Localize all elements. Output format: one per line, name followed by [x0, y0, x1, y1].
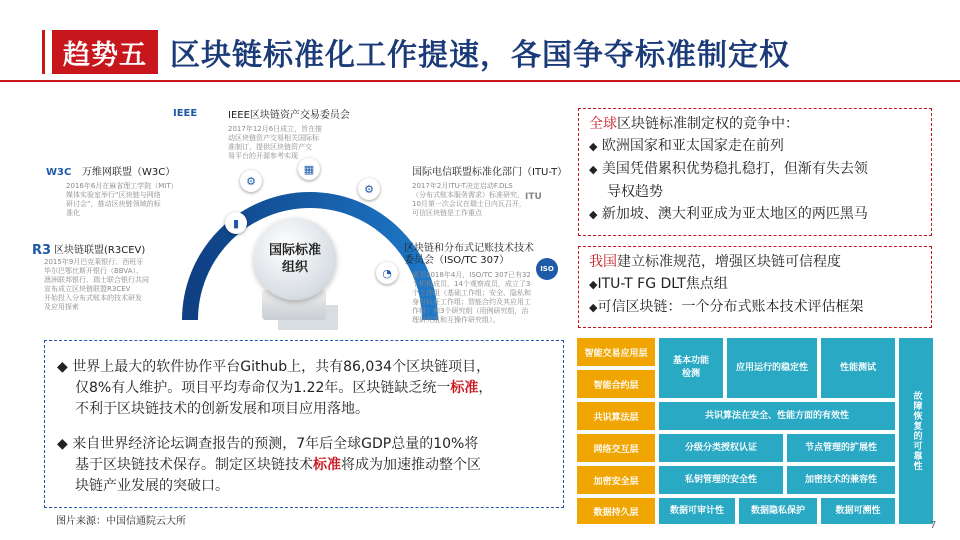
china-bullet: 可信区块链：一个分布式账本技术评估框架 [597, 299, 864, 315]
diamond-bullet-icon: ◆ [57, 359, 73, 375]
diamond-bullet-icon: ◆ [589, 278, 598, 291]
china-heading-red: 我国 [589, 254, 617, 270]
diamond-bullet-icon: ◆ [589, 208, 598, 221]
cell-key-security: 私钥管理的安全性 [659, 466, 783, 494]
global-heading [589, 113, 868, 135]
diamond-bullet-icon: ◆ [57, 436, 73, 452]
github-analysis-box [44, 340, 564, 508]
layer-label: 网络交互层 [577, 434, 655, 462]
w3c-org-name: 万维网联盟（W3C） [82, 167, 176, 178]
ieee-logo: IEEE [173, 108, 198, 119]
r3-org-name: 区块链联盟(R3CEV) [54, 245, 146, 256]
hub-label-line1: 国际标准 [268, 243, 321, 258]
title-divider [0, 80, 960, 82]
cell-consensus-validity: 共识算法在安全、性能方面的有效性 [659, 402, 895, 430]
itu-desc-line: 10月第一次会议在瑞士日内瓦召开， [412, 200, 526, 208]
cell-auth: 分级分类授权认证 [659, 434, 783, 462]
global-bullet-cont: 导权趋势 [607, 184, 663, 200]
w3c-desc-line: 研讨会”，推动区块链领域的标 [66, 200, 161, 208]
para2-line: 将成为加速推动整个区 [341, 457, 481, 473]
ieee-org-name: IEEE区块链资产交易委员会 [228, 110, 350, 121]
iso-org-name-line: 委员会（ISO/TC 307） [404, 255, 510, 266]
r3-desc-line: 毕尔巴鄂比斯开银行（BBVA）、 [44, 267, 144, 275]
r3-desc-line: 宣布成立区块链联盟R3CEV [44, 285, 131, 293]
diamond-bullet-icon: ◆ [589, 163, 598, 176]
para1-line: 不利于区块链技术的创新发展和项目应用落地。 [75, 401, 369, 417]
itu-desc-line: 可信区块链是工作重点 [412, 209, 482, 217]
w3c-desc-line: 媒体实验室举行“区块链与网络 [66, 191, 161, 199]
iso-desc-line: 个工作组（基础工作组；安全、隐私和 [412, 289, 531, 297]
pie-node-icon: ◔ [376, 262, 398, 284]
hub-label-line2: 组织 [281, 260, 308, 275]
building-node-icon: ▦ [298, 158, 320, 180]
layer-label: 智能交易应用层 [577, 338, 655, 366]
cell-performance-test: 性能测试 [821, 338, 895, 398]
para2-line: 基于区块链技术保存。制定区块链技术 [75, 457, 313, 473]
global-heading-rest: 区块链标准制定权的竞争中： [617, 116, 799, 132]
r3-desc-line: 2015年9月巴克莱银行、西班牙 [44, 258, 144, 266]
network-node-icon: ⚙ [240, 170, 262, 192]
hub-circle [254, 218, 336, 300]
iso-org-name-line: 区块链和分布式记账技术技术 [404, 243, 534, 254]
para1-line: 世界上最大的软件协作平台Github上，共有86,034个区块链项目， [72, 359, 491, 375]
itu-desc-line: （分布式账本服务需求）标准研究， [412, 191, 524, 199]
cell-node-scalability: 节点管理的扩展性 [787, 434, 895, 462]
page-title: 区块链标准化工作提速，各国争夺标准制定权 [170, 38, 790, 73]
title-accent-bar [42, 30, 45, 74]
cell-fault-recovery: 故障恢复的可靠性 [899, 338, 933, 524]
layer-label: 数据持久层 [577, 498, 655, 524]
w3c-desc-line: 准化 [66, 209, 80, 217]
r3-desc-line: 及应用探索 [44, 303, 79, 311]
cell-app-stability: 应用运行的稳定性 [727, 338, 817, 398]
r3-desc-line: 澳洲联邦银行、瑞士联合银行共同 [44, 276, 149, 284]
iso-logo: ISO [536, 258, 558, 280]
layer-label: 共识算法层 [577, 402, 655, 430]
china-standards-box [578, 246, 932, 328]
r3-desc-line: 开始投入分布式账本的技术研发 [44, 294, 142, 302]
global-bullet: 新加坡、澳大利亚成为亚太地区的两匹黑马 [601, 206, 868, 222]
ieee-desc-line: 准制订，提供区块链资产交 [228, 143, 312, 151]
cell-traceability: 数据可溯性 [821, 498, 895, 524]
iso-desc-line: 身份认证工作组；智能合约及其应用工 [412, 298, 531, 306]
cell-crypto-compat: 加密技术的兼容性 [787, 466, 895, 494]
cell-auditability: 数据可审计性 [659, 498, 735, 524]
para1-highlight: 标准 [450, 380, 479, 396]
para1-line: ， [478, 380, 493, 396]
w3c-logo: W3C [46, 167, 72, 178]
r3-logo: R3 [32, 243, 52, 258]
blockchain-layer-grid [577, 338, 937, 524]
para2-highlight: 标准 [313, 457, 341, 473]
global-bullet: 欧洲国家和亚太国家走在前列 [601, 138, 784, 154]
layer-label: 加密安全层 [577, 466, 655, 494]
trend-badge: 趋势五 [52, 30, 158, 74]
china-heading-rest: 建立标准规范，增强区块链可信程度 [617, 254, 841, 270]
global-competition-box [578, 108, 932, 236]
itu-org-name: 国际电信联盟标准化部门（ITU-T） [412, 167, 568, 178]
iso-desc-line: 截至2018年4月，ISO/TC 307已有32 [412, 271, 531, 279]
global-bullet: 美国凭借累积优势稳扎稳打，但渐有失去领 [601, 161, 868, 177]
ieee-desc-line: 动区块链资产交易相关国际标 [228, 134, 319, 142]
para1-line: 仅8%有人维护。项目平均寿命仅为1.22年。区块链缺乏统一 [75, 380, 451, 396]
iso-desc-line: 作组）和3个研究组（用例研究组，治 [412, 307, 529, 315]
gear-node-icon: ⚙ [358, 178, 380, 200]
w3c-desc-line: 2016年6月在麻省理工学院（MIT） [66, 182, 178, 190]
page-number: 7 [930, 520, 937, 531]
iso-desc-line: 理研究组和互操作研究组）。 [412, 316, 500, 324]
ieee-desc-line: 2017年12月6日成立，旨在推 [228, 125, 323, 133]
para2-line: 块链产业发展的突破口。 [75, 478, 229, 494]
diamond-bullet-icon: ◆ [589, 140, 598, 153]
global-heading-red: 全球 [589, 116, 617, 132]
chart-node-icon: ▮ [225, 212, 247, 234]
cell-privacy: 数据隐私保护 [739, 498, 817, 524]
ieee-desc-line: 易平台的开源参考实现 [228, 152, 298, 160]
iso-desc-line: 个积极成员，14个观察成员，成立了3 [412, 280, 531, 288]
image-source-caption: 图片来源：中国信通院云大所 [56, 516, 186, 527]
itu-desc-line: 2017年2月ITU-T决定启动F.DLS [412, 182, 513, 190]
china-bullet: ITU-T FG DLT焦点组 [597, 276, 728, 292]
cell-basic-function-check: 基本功能 检测 [659, 338, 723, 398]
itu-logo: ITU [525, 192, 542, 202]
layer-label: 智能合约层 [577, 370, 655, 398]
diamond-bullet-icon: ◆ [589, 301, 598, 314]
para2-line: 来自世界经济论坛调查报告的预测，7年后全球GDP总量的10%将 [72, 436, 479, 452]
